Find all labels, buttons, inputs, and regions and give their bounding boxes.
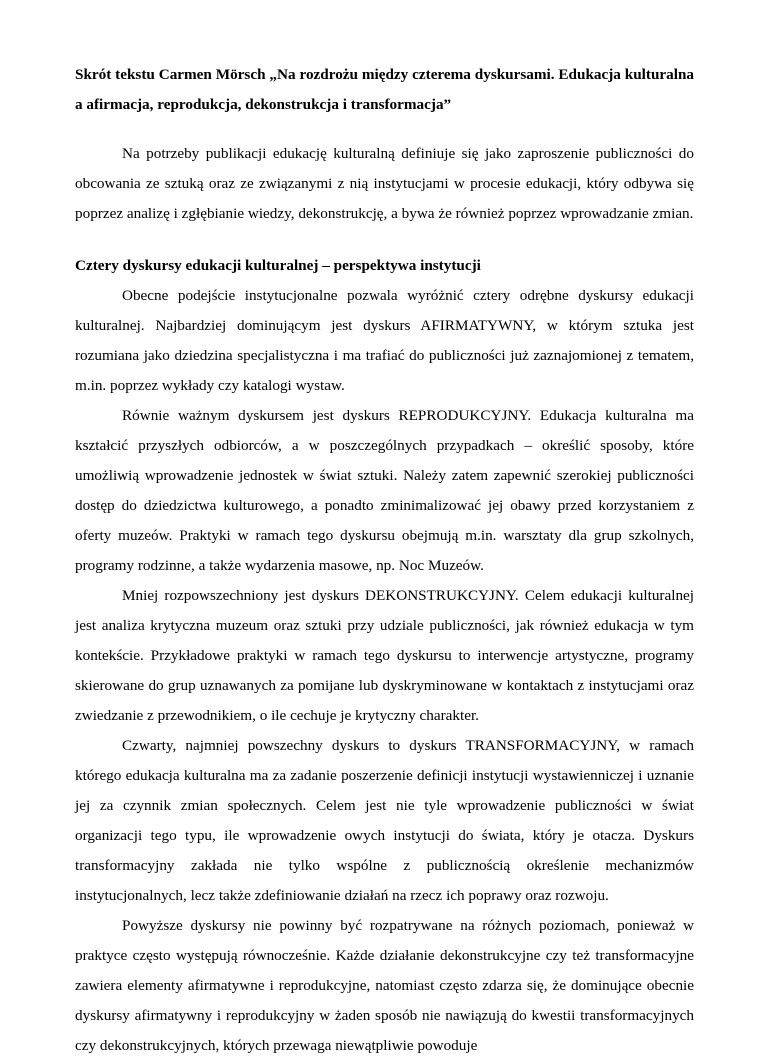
section-heading: Cztery dyskursy edukacji kulturalnej – perspektywa instytucji [75, 257, 481, 274]
spacer [75, 229, 694, 251]
document-page [75, 60, 694, 1061]
paragraph-deconstructive: Mniej rozpowszechniony jest dyskurs DEKONSTRUKCYJNY. Celem edukacji kulturalnej jest analiza krytyczna muzeum oraz sztuki przy udziale publiczności, jak również edukacja w tym kontekście. Przykładowe praktyki w ramach tego dyskursu to interwencje artystyczne, programy skierowane do grup uznawanych za pomijane lub dyskryminowane w kontaktach z instytucjami oraz zwiedzanie z przewodnikiem, o ile cechuje je krytyczny charakter. [75, 587, 694, 724]
paragraph-summary: Powyższe dyskursy nie powinny być rozpatrywane na różnych poziomach, ponieważ w praktyce często występują równocześnie. Każde działanie dekonstrukcyjne czy też transformacyjne zawiera elementy afirmatywne i reprodukcyjne, natomiast często zdarza się, że dominujące obecnie dyskursy afirmatywny i reprodukcyjny w żaden sposób nie nawiązują do kwestii transformacyjnych czy dekonstrukcyjnych, których przewaga niewątpliwie powoduje [75, 917, 694, 1054]
document-title: Skrót tekstu Carmen Mörsch „Na rozdrożu między czterema dyskursami. Edukacja kulturalna a afirmacja, reprodukcja, dekonstrukcja i transformacja” [75, 66, 694, 113]
paragraph-affirmative: Obecne podejście instytucjonalne pozwala wyróżnić cztery odrębne dyskursy edukacji kulturalnej. Najbardziej dominującym jest dyskurs AFIRMATYWNY, w którym sztuka jest rozumiana jako dziedzina specjalistyczna i ma trafiać do publiczności już zaznajomionej z tematem, m.in. poprzez wykłady czy katalogi wystaw. [75, 287, 694, 394]
spacer [75, 120, 694, 139]
paragraph-reproductive: Równie ważnym dyskursem jest dyskurs REPRODUKCYJNY. Edukacja kulturalna ma kształcić przyszłych odbiorców, a w poszczególnych przypadkach – określić sposoby, które umożliwią wprowadzenie jednostek w świat sztuki. Należy zatem zapewnić szerokiej publiczności dostęp do dziedzictwa kulturowego, a ponadto zminimalizować jej obawy przed korzystaniem z oferty muzeów. Praktyki w ramach tego dyskursu obejmują m.in. warsztaty dla grup szkolnych, programy rodzinne, a także wydarzenia masowe, np. Noc Muzeów. [75, 407, 694, 574]
intro-paragraph: Na potrzeby publikacji edukację kulturalną definiuje się jako zaproszenie publiczności do obcowania ze sztuką oraz ze związanymi z nią instytucjami w procesie edukacji, który odbywa się poprzez analizę i zgłębianie wiedzy, dekonstrukcję, a bywa że również poprzez wprowadzanie zmian. [75, 145, 694, 222]
paragraph-transformative: Czwarty, najmniej powszechny dyskurs to dyskurs TRANSFORMACYJNY, w ramach którego edukacja kulturalna ma za zadanie poszerzenie definicji instytucji wystawienniczej i uznanie jej za czynnik zmian społecznych. Celem jest nie tyle wprowadzenie publiczności w świat organizacji tego typu, ile wprowadzenie owych instytucji do świata, który je otacza. Dyskurs transformacyjny zakłada nie tylko wspólne z publicznością określenie mechanizmów instytucjonalnych, lecz także zdefiniowanie działań na rzecz ich poprawy oraz rozwoju. [75, 737, 694, 904]
